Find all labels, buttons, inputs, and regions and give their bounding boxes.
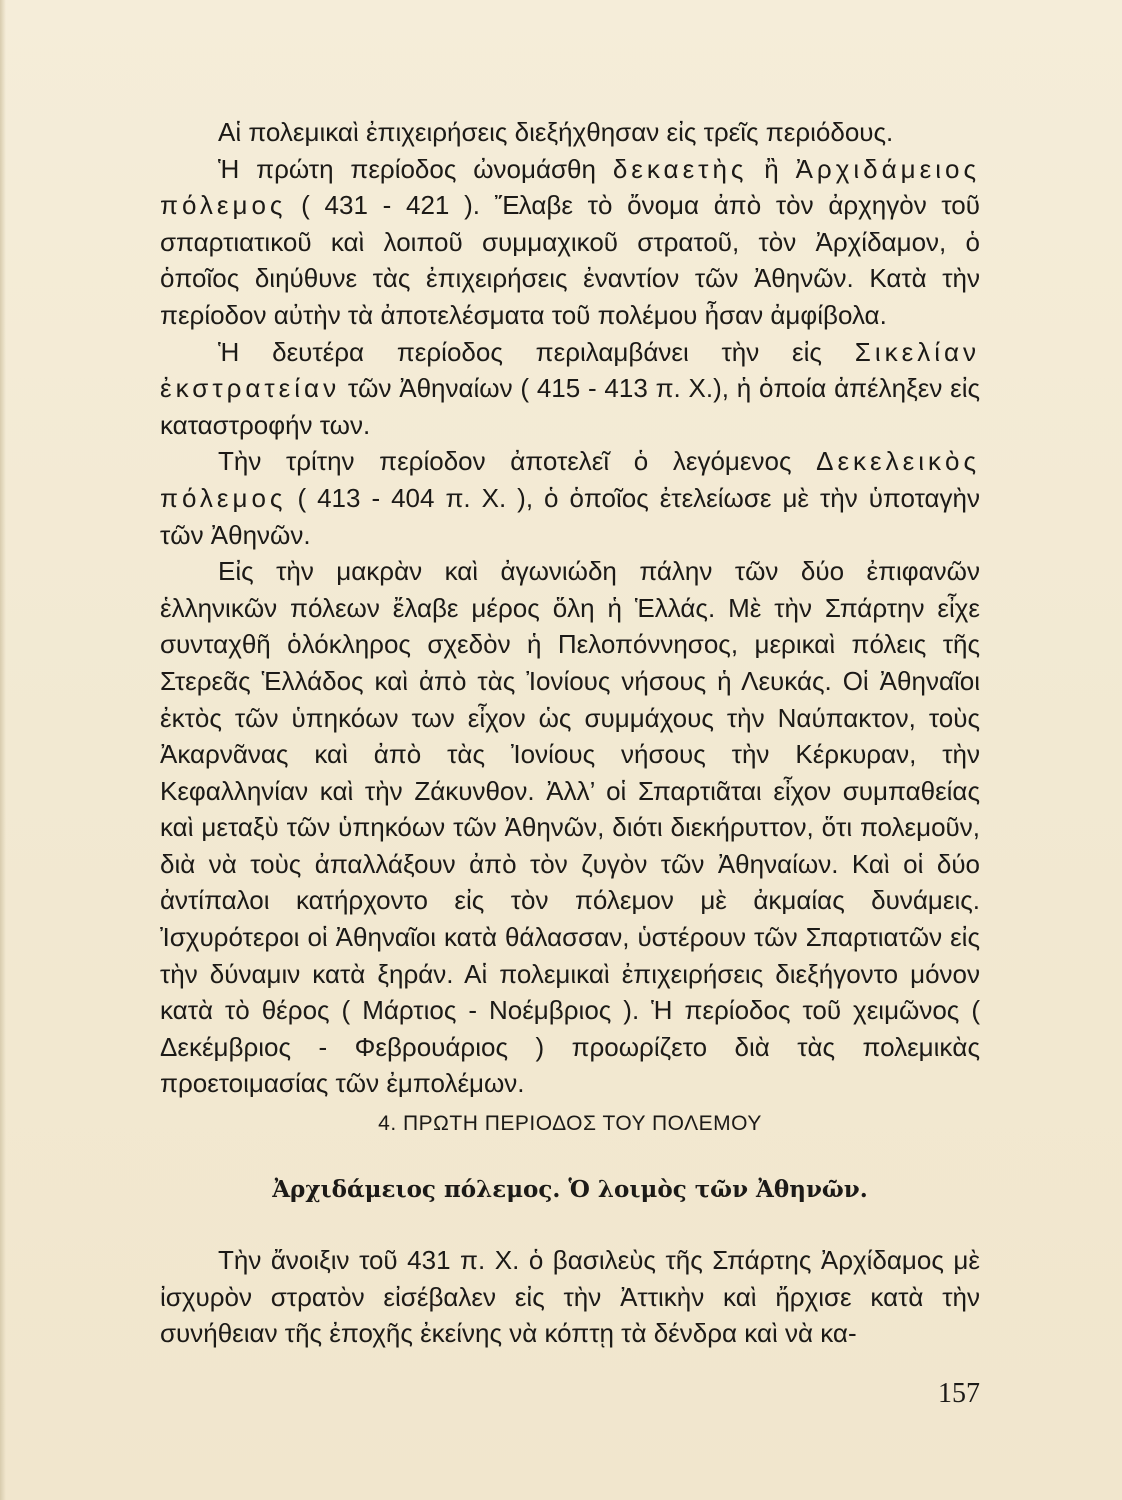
- paragraph-segment: ( 413 - 404 π. Χ. ), ὁ ὁποῖος ἐτελείωσε μὲ τὴν ὑποταγὴν τῶν Ἀθηνῶν.: [160, 482, 980, 550]
- page-number: 157: [938, 1378, 980, 1409]
- paragraph-segment: Τὴν τρίτην περίοδον ἀποτελεῖ ὁ λεγόμενος: [218, 446, 817, 477]
- section-heading: 4. ΠΡΩΤΗ ΠΕΡΙΟΔΟΣ ΤΟΥ ΠΟΛΕΜΟΥ: [378, 1112, 762, 1135]
- paragraph-segment: Ἡ δευτέρα περίοδος περιλαμβάνει τὴν εἰς: [218, 336, 855, 367]
- paragraph-third-period: [160, 443, 980, 553]
- paragraph-segment: Ἡ πρώτη περίοδος ὠνομάσθη: [218, 153, 613, 184]
- spaced-term: Δεκελεικὸς πόλεμος: [160, 446, 980, 513]
- paragraph-second-period: [160, 334, 980, 444]
- paragraph-alliances: Εἰς τὴν μακρὰν καὶ ἀγωνιώδη πάλην τῶν δύο ἐπιφανῶν ἑλληνικῶν πόλεων ἔλαβε μέρος ὅλη ἡ Ἑλλάς. Μὲ τὴν Σπάρτην εἶχε συνταχθῆ ὁλόκληρος σχεδὸν ἡ Πελοπόννησος, μερικαὶ πόλεις τῆς Στερεᾶς Ἑλλάδος καὶ ἀπὸ τὰς Ἰονίους νήσους ἡ Λευκάς. Οἱ Ἀθηναῖοι ἐκτὸς τῶν ὑπηκόων των εἶχον ὡς συμμάχους τὴν Ναύπακτον, τοὺς Ἀκαρνᾶνας καὶ ἀπὸ τὰς Ἰονίους νήσους τὴν Κέρκυραν, τὴν Κεφαλληνίαν καὶ τὴν Ζάκυνθον. Ἀλλ’ οἱ Σπαρτιᾶται εἶχον συμπαθείας καὶ μεταξὺ τῶν ὑπηκόων τῶν Ἀθηνῶν, διότι διεκήρυττον, ὅτι πολεμοῦν, διὰ νὰ τοὺς ἀπαλλάξουν ἀπὸ τὸν ζυγὸν τῶν Ἀθηναίων. Καὶ οἱ δύο ἀντίπαλοι κατήρχοντο εἰς τὸν πόλεμον μὲ ἀκμαίας δυνάμεις. Ἰσχυρότεροι οἱ Ἀθηναῖοι κατὰ θάλασσαν, ὑστέρουν τῶν Σπαρτιατῶν εἰς τὴν δύναμιν κατὰ ξηράν. Αἱ πολεμικαὶ ἐπιχειρήσεις διεξήγοντο μόνον κατὰ τὸ θέρος ( Μάρτιος - Νοέμβριος ). Ἡ περίοδος τοῦ χειμῶνος ( Δεκέμβριος - Φεβρουάριος ) προωρίζετο διὰ τὰς πολεμικὰς προετοιμασίας τῶν ἐμπολέμων.: [160, 556, 980, 1099]
- paragraph-invasion: Τὴν ἄνοιξιν τοῦ 431 π. Χ. ὁ βασιλεὺς τῆς Σπάρτης Ἀρχίδαμος μὲ ἰσχυρὸν στρατὸν εἰσέβαλεν εἰς τὴν Ἀττικὴν καὶ ἤρχισε κατὰ τὴν συνήθειαν τῆς ἐποχῆς ἐκείνης νὰ κόπτῃ τὰ δένδρα καὶ νὰ κα-: [160, 1245, 980, 1349]
- paragraph-first-period: [160, 151, 980, 334]
- closing-text: [160, 1242, 980, 1352]
- spaced-term: Σικελίαν ἐκστρατείαν: [160, 336, 980, 404]
- spaced-term: δεκαετὴς: [612, 153, 748, 184]
- main-text: [160, 114, 980, 1102]
- subheading: Ἀρχιδάμειος πόλεμος. Ὁ λοιμὸς τῶν Ἀθηνῶν.: [272, 1176, 868, 1203]
- paragraph-segment: τῶν Ἀθηναίων ( 415 - 413 π. Χ.), ἡ ὁποία ἀπέληξεν εἰς καταστροφήν των.: [160, 373, 980, 440]
- spaced-term: Ἀρχιδάμειος πόλεμος: [160, 153, 980, 221]
- paragraph-segment: ( 431 - 421 ). Ἔλαβε τὸ ὄνομα ἀπὸ τὸν ἀρχηγὸν τοῦ σπαρτιατικοῦ καὶ λοιποῦ συμμαχικοῦ στρατοῦ, τὸν Ἀρχίδαμον, ὁ ὁποῖος διηύθυνε τὰς ἐπιχειρήσεις ἐναντίον τῶν Ἀθηνῶν. Κατὰ τὴν περίοδον αὐτὴν τὰ ἀποτελέσματα τοῦ πολέμου ἦσαν ἀμφίβολα.: [160, 190, 980, 330]
- page-binding-shadow: [0, 0, 6, 1500]
- paragraph-segment: ἢ: [747, 153, 796, 184]
- paragraph-intro: Αἱ πολεμικαὶ ἐπιχειρήσεις διεξήχθησαν εἰς τρεῖς περιόδους.: [218, 117, 894, 147]
